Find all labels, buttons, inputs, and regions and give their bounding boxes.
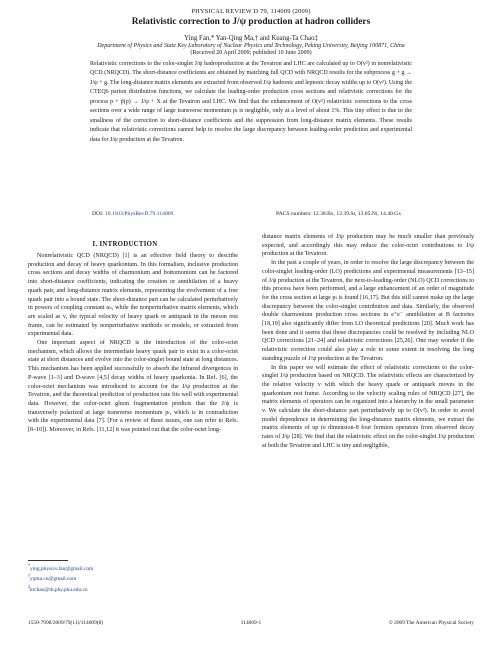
- footnote: *ying.physics.fan@gmail.com: [28, 563, 94, 572]
- affiliation: Department of Physics and State Key Laboratory of Nuclear Physics and Technology, Peking University, Beijing 100871, China: [97, 43, 405, 49]
- doi-line: [92, 211, 173, 217]
- pacs-numbers: PACS numbers: 12.38.Bx, 12.39.St, 13.85.Ni, 14.40.Gx: [276, 211, 402, 217]
- issn-line: 1550-7998/2009/79(11)/114009(8): [28, 620, 104, 626]
- footnotes: [28, 563, 238, 594]
- email-link[interactable]: yqma.cn@gmail.com: [30, 576, 77, 583]
- journal-header: PHYSICAL REVIEW D 79, 114009 (2009): [191, 8, 311, 15]
- email-link[interactable]: ying.physics.fan@gmail.com: [30, 565, 94, 572]
- author-list: Ying Fan,* Yan-Qing Ma,† and Kuang-Ta Chao‡: [184, 35, 318, 42]
- received-dates: (Received 20 April 2009; published 10 June 2009): [190, 50, 312, 56]
- doi-link[interactable]: 10.1103/PhysRevD.79.114009: [104, 211, 174, 217]
- footnote: †yqma.cn@gmail.com: [28, 573, 77, 583]
- right-column: [262, 233, 474, 451]
- abstract: Relativistic corrections to the color-singlet J/ψ hadroproduction at the Tevatron and LHC are calculated up to O(v²) in nonrelativistic QCD (NRQCD). The short-distance coefficients are obtained by matching full QCD with NRQCD results for the subprocess g + g → J/ψ + g. The long-distance matrix elements are extracted from observed J/ψ hadronic and leptonic decay widths up to O(v²). Using the CTEQ6 parton distribution functions, we calculate the leading-order production cross sections and relativistic corrections for the process p + p̄(p) → J/ψ + X at the Tevatron and LHC. We find that the enhancement of O(v²) relativistic corrections to the cross sections over a wide range of large transverse momentum pₜ is negligible, only at a level of about 1%. This tiny effect is due to the smallness of the correction to short-distance coefficients and the suppression from long-distance matrix elements. These results indicate that relativistic corrections cannot help to resolve the large discrepancy between leading-order prediction and experimental data for J/ψ production at the Tevatron.: [90, 61, 412, 143]
- paragraph: Nonrelativistic QCD (NRQCD) [1] is an effective field theory to describe production and decay of heavy quarkonium. In this formalism, inclusive production cross sections and decay widths of charmonium and bottomonium can be factored into short-distance coefficients, indicating the creation or annihilation of a heavy quark pair, and long-distance matrix elements, representing the evolvement of a free quark pair into a bound state. The short-distance part can be calculated perturbatively in powers of coupling constant αₛ, while the nonperturbative matrix elements, which are scaled as v, the typical velocity of heavy quark or antiquark in the meson rest frame, can be estimated by nonperturbative methods or models, or extracted from experimental data.: [28, 253, 238, 338]
- paragraph: In this paper we will estimate the effect of relativistic corrections to the color-singlet J/ψ production based on NRQCD. The relativistic effects are characterized by the relative velocity v with which the heavy quark or antiquark moves in the quarkonium rest frame. According to the velocity scaling rules of NRQCD [27], the matrix elements of operators can be organized into a hierarchy in the small parameter v. We calculate the short-distance part perturbatively up to O(v²). In order to avoid model dependence in determining the long-distance matrix elements, we extract the matrix elements of up to dimension-8 four fermion operators from observed decay rates of J/ψ [28]. We find that the relativistic effect on the color-singlet J/ψ production at both the Tevatron and LHC is tiny and negligible,: [262, 364, 474, 449]
- copyright: © 2009 The American Physical Society: [388, 620, 474, 626]
- doi-label: DOI:: [92, 211, 104, 217]
- paper-title: Relativistic correction to J/ψ production at hadron colliders: [131, 17, 371, 27]
- left-column: [28, 252, 238, 435]
- paragraph: distance matrix elements of J/ψ production may be much smaller than previously expected, and accordingly this may reduce the color-octet contributions to J/ψ production at the Tevatron.: [262, 234, 474, 258]
- section-heading: I. INTRODUCTION: [92, 241, 158, 248]
- email-link[interactable]: ktchao@th.phy.pku.edu.cn: [30, 586, 88, 593]
- paragraph: One important aspect of NRQCD is the introduction of the color-octet mechanism, which allows the intermediate heavy quark pair to exist in a color-octet state at short distances and evolve into the color-singlet bound state at long distances. This mechanism has been applied successfully to absorb the infrared divergences in P-wave [1–3] and D-wave [4,5] decay widths of heavy quarkonia. In Ref. [6], the color-octet mechanism was introduced to account for the J/ψ production at the Tevatron, and the theoretical prediction of production rate fits well with experimental data. However, the color-octet gluon fragmentation predicts that the J/ψ is transversely polarized at large transverse momentum pₜ, which is in contradiction with the experimental data [7]. [For a review of these issues, one can refer to Refs. [8–10]). Moreover, in Refs. [11,12] it was pointed out that the color-octet long-: [28, 340, 238, 434]
- page-number: 114009-1: [240, 620, 262, 626]
- footnote: ‡ktchao@th.phy.pku.edu.cn: [28, 583, 88, 593]
- footnote-rule: [28, 560, 68, 561]
- paragraph: In the past a couple of years, in order to resolve the large discrepancy between the color-singlet leading-order (LO) predictions and experimental measurements [13–15] of J/ψ production at the Tevatron, the next-to-leading-order (NLO) QCD corrections to this process have been performed, and a large enhancement of an order of magnitude for the cross section at large pₜ is found [16,17]. But this still cannot make up the large discrepancy between the color-singlet contribution and data. Similarly, the observed double charmonium production cross sections in e⁺e⁻ annihilation at B factories [18,19] also significantly differ from LO theoretical predictions [20]. Much work has been done and it seems that those discrepancies could be resolved by including NLO QCD corrections [21–24] and relativistic corrections [25,26]. One may wonder if the relativistic correction could also play a role to some extent in resolving the long standing puzzle of J/ψ production at the Tevatron.: [262, 260, 474, 362]
